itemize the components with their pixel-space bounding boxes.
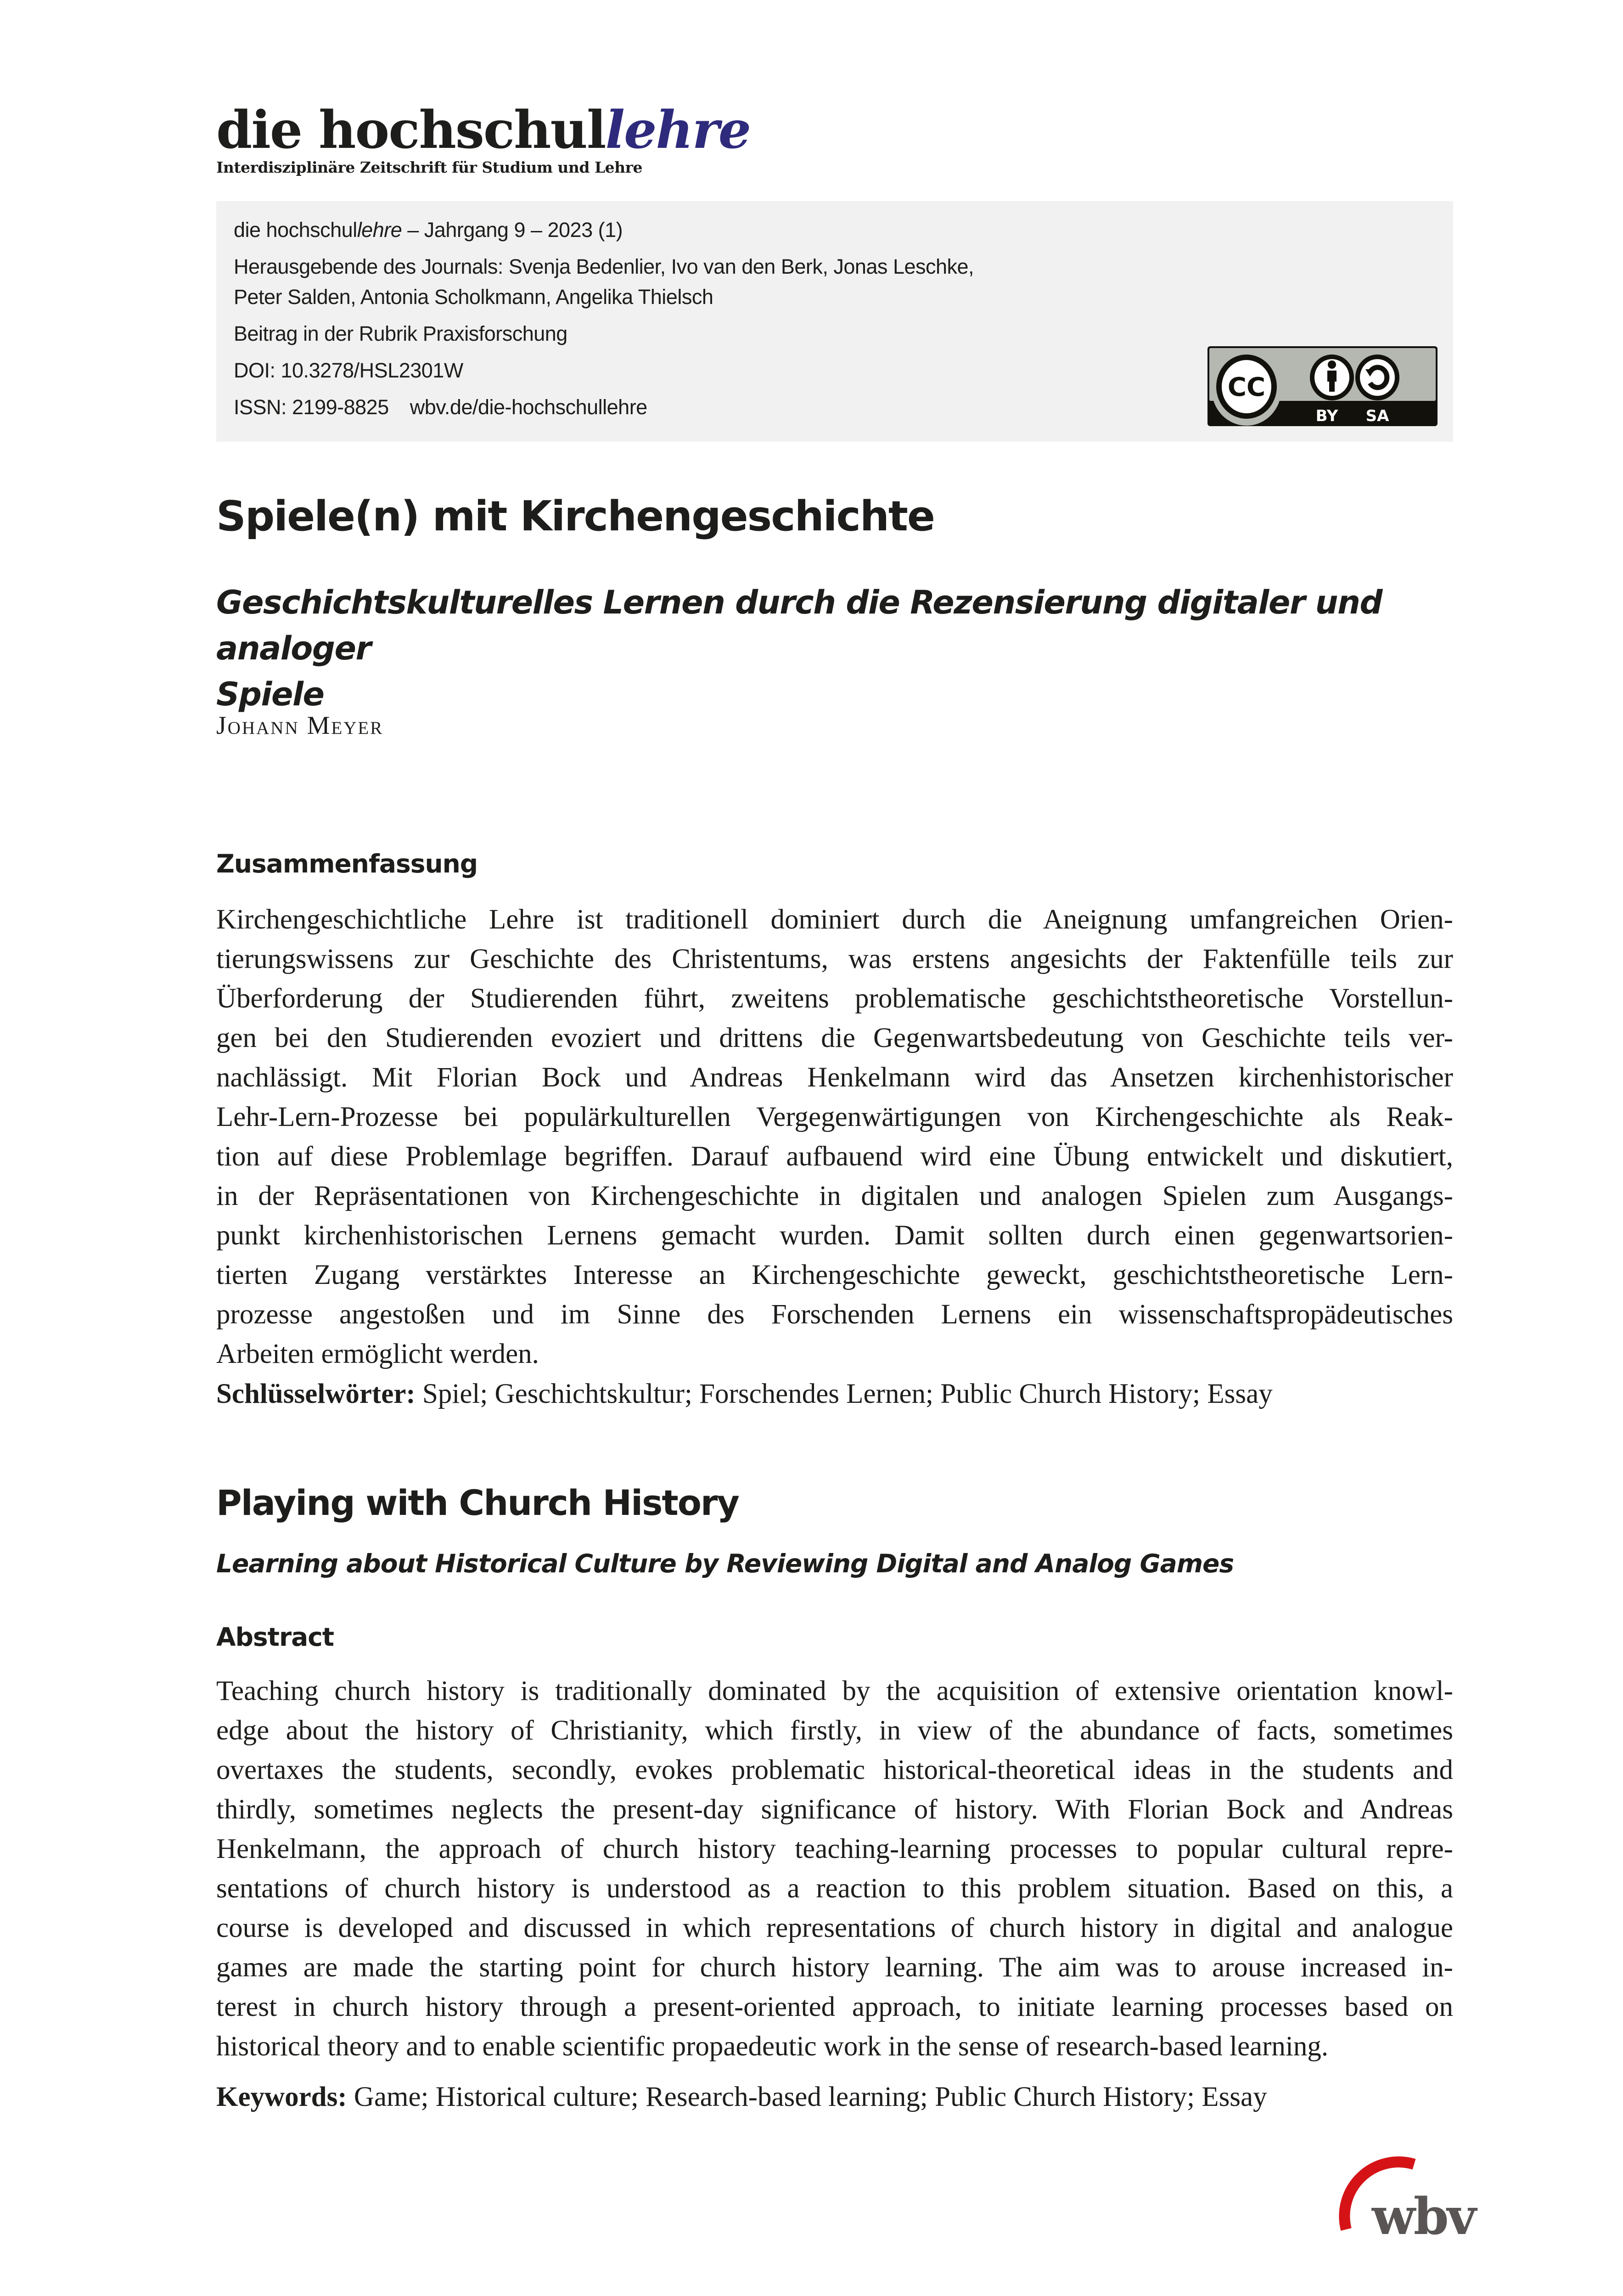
wbv-logo-icon bbox=[1336, 2151, 1475, 2246]
body-text-line-content: gen bei den Studierenden evoziert und drittens die Gegenwartsbedeutung von Geschichte teils ver- bbox=[216, 1023, 1453, 1053]
abstract-body bbox=[216, 1671, 1453, 2066]
body-text-line bbox=[216, 1334, 1453, 1374]
person-legs-icon bbox=[1329, 382, 1335, 392]
body-text-line-content: games are made the starting point for church history learning. The aim was to arouse increased in- bbox=[216, 1952, 1453, 1983]
body-text-line bbox=[216, 1829, 1453, 1869]
journal-name-main: die hochschul bbox=[234, 218, 357, 242]
journal-issue-line bbox=[234, 219, 623, 240]
body-text-line-content: Überforderung der Studierenden führt, zweitens problematische geschichtstheoretische Vorstellun- bbox=[216, 983, 1453, 1014]
body-text-line bbox=[216, 1711, 1453, 1750]
editors-line-1: Herausgebende des Journals: Svenja Bedenlier, Ivo van den Berk, Jonas Leschke, bbox=[234, 255, 974, 278]
article-title: Spiele(n) mit Kirchengeschichte bbox=[216, 492, 934, 540]
journal-tagline: Interdisziplinäre Zeitschrift für Studium und Lehre bbox=[216, 158, 643, 176]
body-text-line-content: Teaching church history is traditionally dominated by the acquisition of extensive orientation knowl- bbox=[216, 1676, 1453, 1706]
journal-volume: – Jahrgang 9 – 2023 (1) bbox=[402, 218, 623, 242]
body-text-line-content: course is developed and discussed in which representations of church history in digital and analogue bbox=[216, 1913, 1453, 1943]
keywords-label: Keywords: bbox=[216, 2082, 347, 2112]
body-text-line-content: tion auf diese Problemlage begriffen. Darauf aufbauend wird eine Übung entwickelt und diskutiert, bbox=[216, 1141, 1453, 1172]
body-text-line bbox=[216, 1908, 1453, 1948]
body-text-line-content: sentations of church history is understood as a reaction to this problem situation. Based on this, a bbox=[216, 1873, 1453, 1904]
cc-by-sa-icon[interactable] bbox=[1207, 345, 1438, 427]
body-text-line-content: Henkelmann, the approach of church history teaching-learning processes to popular cultural repre- bbox=[216, 1834, 1453, 1864]
zusammenfassung-heading: Zusammenfassung bbox=[216, 849, 478, 878]
body-text-line bbox=[216, 1987, 1453, 2027]
body-text-line-content: terest in church history through a present-oriented approach, to initiate learning processes based on bbox=[216, 1992, 1453, 2022]
body-text-line bbox=[216, 1058, 1453, 1097]
body-text-line bbox=[216, 2027, 1453, 2066]
body-text-line bbox=[216, 1869, 1453, 1908]
body-text-line-content: thirdly, sometimes neglects the present-day significance of history. With Florian Bock and Andreas bbox=[216, 1794, 1453, 1825]
body-text-line bbox=[216, 900, 1453, 940]
body-text-line-content: nachlässigt. Mit Florian Bock und Andreas Henkelmann wird das Ansetzen kirchenhistorischer bbox=[216, 1062, 1453, 1093]
journal-name-accent: lehre bbox=[357, 218, 402, 242]
article-subtitle-line: Spiele bbox=[216, 675, 324, 713]
body-text-line-content: overtaxes the students, secondly, evokes problematic historical-theoretical ideas in the students and bbox=[216, 1755, 1453, 1785]
person-head-icon bbox=[1328, 360, 1336, 369]
rubric-line: Beitrag in der Rubrik Praxisforschung bbox=[234, 322, 567, 345]
doi-line[interactable]: DOI: 10.3278/HSL2301W bbox=[234, 359, 463, 382]
journal-masthead bbox=[216, 100, 751, 176]
schluesselwoerter-line bbox=[216, 1380, 1273, 1408]
body-text-line bbox=[216, 1019, 1453, 1058]
sa-label: SA bbox=[1365, 407, 1389, 425]
english-subtitle: Learning about Historical Culture by Reviewing Digital and Analog Games bbox=[216, 1549, 1234, 1578]
body-text-line-content: historical theory and to enable scientific propaedeutic work in the sense of research-based learning. bbox=[216, 2031, 1329, 2062]
author-name: Johann Meyer bbox=[216, 711, 384, 740]
body-text-line bbox=[216, 1295, 1453, 1334]
sa-circle bbox=[1360, 359, 1395, 396]
wbv-logo-text: wbv bbox=[1372, 2187, 1475, 2246]
schluesselwoerter-label: Schlüsselwörter: bbox=[216, 1379, 416, 1409]
body-text-line bbox=[216, 1216, 1453, 1255]
body-text-line-content: tierungswissens zur Geschichte des Christentums, was erstens angesichts der Faktenfülle teils zur bbox=[216, 944, 1453, 974]
body-text-line-content: punkt kirchenhistorischen Lernens gemacht wurden. Damit sollten durch einen gegenwartsorien- bbox=[216, 1220, 1453, 1251]
zusammenfassung-body bbox=[216, 900, 1453, 1374]
keywords-line bbox=[216, 2083, 1267, 2111]
body-text-line-content: Arbeiten ermöglicht werden. bbox=[216, 1339, 539, 1369]
body-text-line bbox=[216, 1137, 1453, 1176]
body-text-line bbox=[216, 940, 1453, 979]
body-text-line bbox=[216, 1790, 1453, 1829]
body-text-line-content: tierten Zugang verstärktes Interesse an Kirchengeschichte geweckt, geschichtstheoretische Lern- bbox=[216, 1260, 1453, 1290]
abstract-heading: Abstract bbox=[216, 1622, 334, 1652]
article-subtitle-line: Geschichtskulturelles Lernen durch die Rezensierung digitaler und analoger bbox=[216, 584, 1382, 667]
schluesselwoerter-list: Spiel; Geschichtskultur; Forschendes Lernen; Public Church History; Essay bbox=[415, 1379, 1273, 1409]
body-text-line-content: Kirchengeschichtliche Lehre ist traditionell dominiert durch die Aneignung umfangreichen Orien- bbox=[216, 904, 1453, 935]
body-text-line-content: in der Repräsentationen von Kirchengeschichte in digitalen und analogen Spielen zum Ausgangs- bbox=[216, 1181, 1453, 1211]
body-text-line-content: prozesse angestoßen und im Sinne des Forschenden Lernens ein wissenschaftspropädeutisches bbox=[216, 1299, 1453, 1330]
cc-label: CC bbox=[1227, 372, 1266, 402]
body-text-line bbox=[216, 1948, 1453, 1987]
issn-url-line bbox=[234, 397, 647, 417]
person-body-icon bbox=[1327, 371, 1337, 382]
journal-logo-main: die hochschul bbox=[216, 100, 606, 160]
body-text-line bbox=[216, 1255, 1453, 1295]
keywords-list: Game; Historical culture; Research-based learning; Public Church History; Essay bbox=[347, 2082, 1267, 2112]
journal-logo-accent: lehre bbox=[605, 100, 751, 160]
body-text-line-content: Lehr-Lern-Prozesse bei populärkulturellen Vergegenwärtigungen von Kirchengeschichte als Reak- bbox=[216, 1102, 1453, 1132]
body-text-line bbox=[216, 1750, 1453, 1790]
editors-line-2: Peter Salden, Antonia Scholkmann, Angelika Thielsch bbox=[234, 285, 713, 309]
by-label: BY bbox=[1315, 407, 1338, 425]
body-text-line bbox=[216, 1176, 1453, 1216]
body-text-line-content: edge about the history of Christianity, which firstly, in view of the abundance of facts, sometimes bbox=[216, 1715, 1453, 1746]
journal-url-link[interactable]: wbv.de/die-hochschullehre bbox=[410, 395, 647, 419]
body-text-line bbox=[216, 1671, 1453, 1711]
article-subtitle bbox=[216, 580, 1453, 717]
body-text-line bbox=[216, 979, 1453, 1019]
body-text-line bbox=[216, 1097, 1453, 1137]
english-title: Playing with Church History bbox=[216, 1482, 739, 1523]
journal-logo bbox=[216, 100, 751, 160]
issn: ISSN: 2199-8825 bbox=[234, 395, 389, 419]
